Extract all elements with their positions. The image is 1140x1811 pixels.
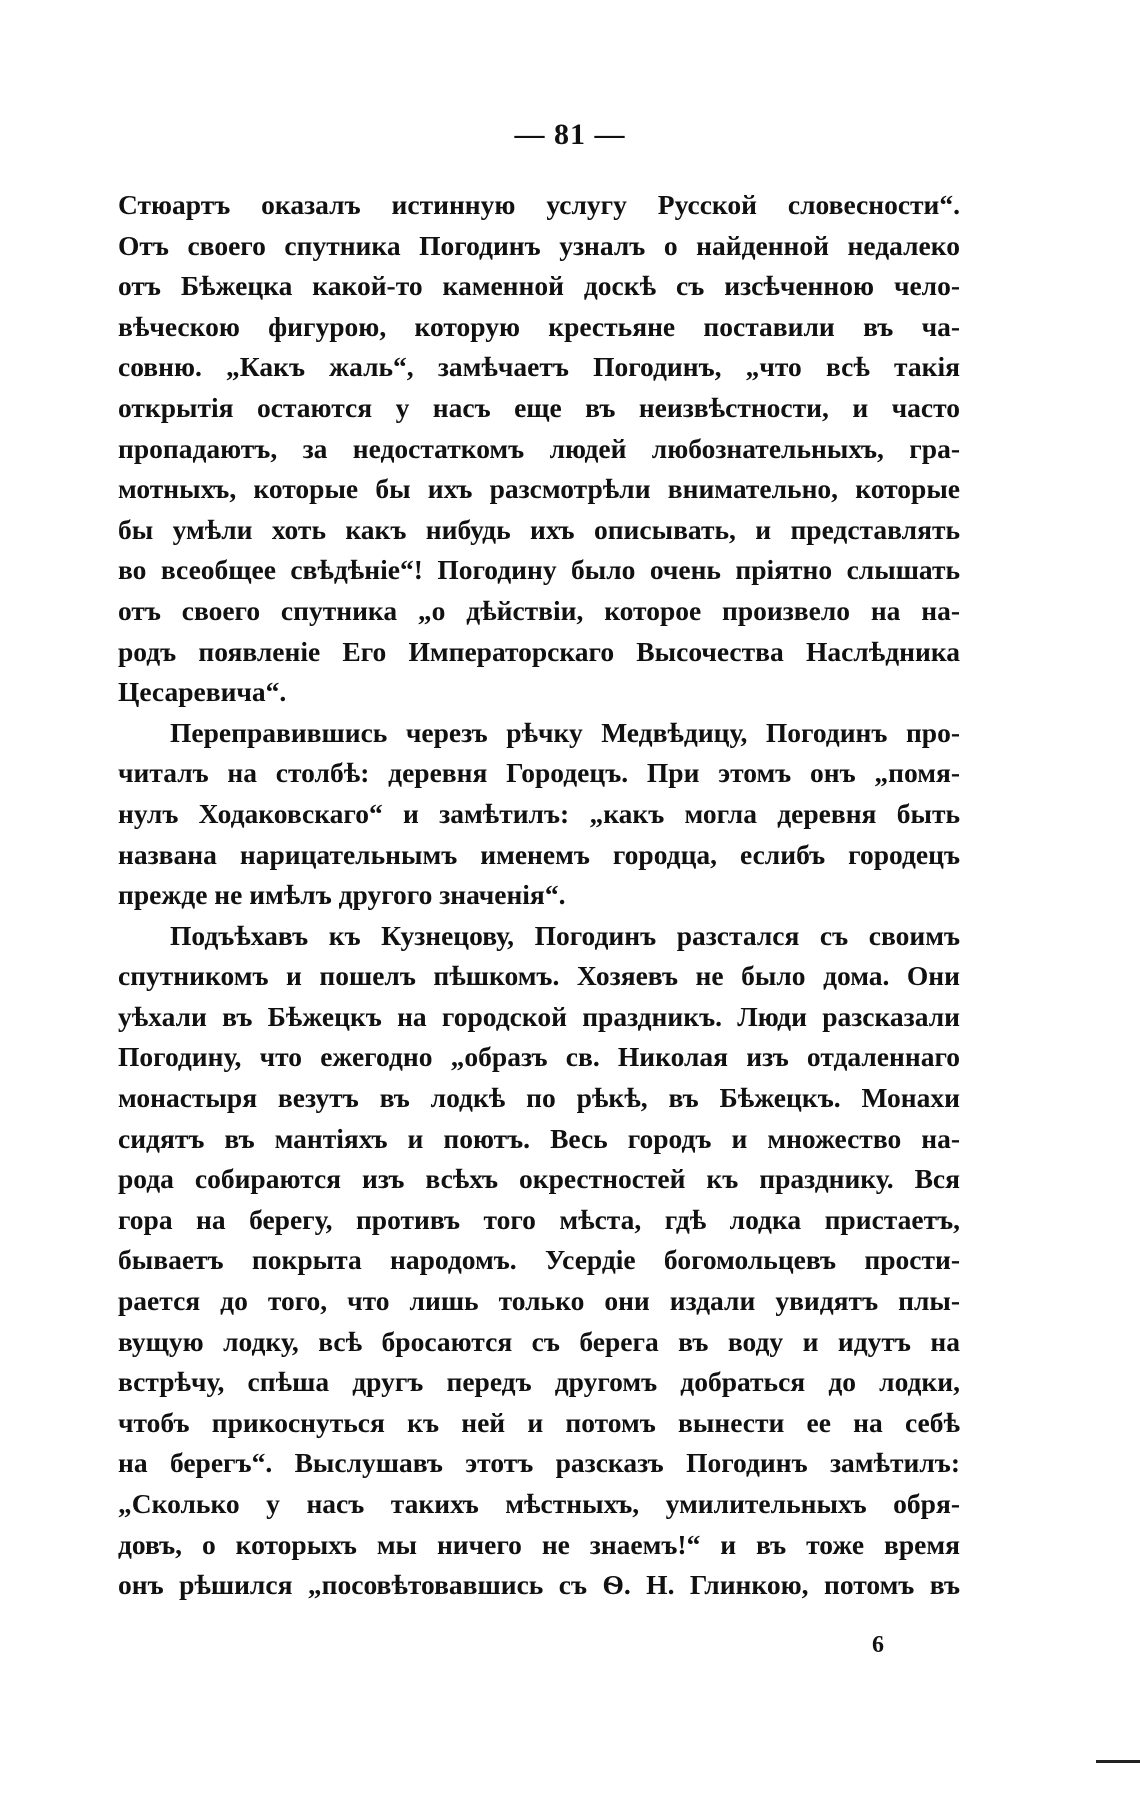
text-line: во всеобщее свѣдѣніе“! Погодину было очень пріятно слышать (118, 554, 960, 586)
text-line: „Сколько у насъ такихъ мѣстныхъ, умилительныхъ обря- (118, 1488, 960, 1519)
text-line: открытія остаются у насъ еще въ неизвѣстности, и часто (118, 391, 960, 423)
text-line: встрѣчу, спѣша другъ передъ другомъ добраться до лодки, (118, 1366, 960, 1398)
text-line: сидятъ въ мантіяхъ и поютъ. Весь городъ и множество на- (118, 1122, 960, 1154)
text-line: бываетъ покрыта народомъ. Усердіе богомольцевъ прости- (118, 1244, 960, 1276)
text-line: довъ, о которыхъ мы ничего не знаемъ!“ и въ тоже время (118, 1528, 960, 1560)
edge-mark (1096, 1760, 1140, 1763)
text-line: спутникомъ и пошелъ пѣшкомъ. Хозяевъ не было дома. Они (118, 960, 960, 992)
text-line: Погодину, что ежегодно „образъ св. Николая изъ отдаленнаго (118, 1041, 960, 1073)
text-line: уѣхали въ Бѣжецкъ на городской праздникъ. Люди разсказали (118, 1000, 960, 1032)
text-line: отъ своего спутника „о дѣйствіи, которое произвело на на- (118, 594, 960, 626)
text-line: пропадаютъ, за недостаткомъ людей любознательныхъ, гра- (118, 432, 960, 464)
text-line: совню. „Какъ жаль“, замѣчаетъ Погодинъ, „что всѣ такія (118, 351, 960, 383)
text-line: читалъ на столбѣ: деревня Городецъ. При этомъ онъ „помя- (118, 757, 960, 789)
text-line: рода собираются изъ всѣхъ окрестностей къ празднику. Вся (118, 1163, 960, 1195)
text-line: монастыря везутъ въ лодкѣ по рѣкѣ, въ Бѣжецкъ. Монахи (118, 1082, 960, 1114)
text-line: вущую лодку, всѣ бросаются съ берега въ воду и идутъ на (118, 1325, 960, 1357)
text-line: чтобъ прикоснуться къ ней и потомъ вынести ее на себѣ (118, 1406, 960, 1438)
text-line: гора на берегу, противъ того мѣста, гдѣ лодка пристаетъ, (118, 1203, 960, 1235)
text-line: вѣческою фигурою, которую крестьяне поставили въ ча- (118, 310, 960, 342)
text-line: Переправившись черезъ рѣчку Медвѣдицу, Погодинъ про- (170, 716, 960, 748)
text-line: нулъ Ходаковскаго“ и замѣтилъ: „какъ могла деревня быть (118, 797, 960, 829)
text-line: Подъѣхавъ къ Кузнецову, Погодинъ разстался съ своимъ (170, 919, 960, 951)
text-line: мотныхъ, которые бы ихъ разсмотрѣли внимательно, которые (118, 473, 960, 505)
text-line: бы умѣли хоть какъ нибудь ихъ описывать, и представлять (118, 513, 960, 545)
text-line: названа нарицательнымъ именемъ городца, еслибъ городецъ (118, 838, 960, 870)
text-line: Стюартъ оказалъ истинную услугу Русской словесности“. (118, 189, 960, 220)
body-text (118, 185, 960, 1606)
signature-mark: 6 (872, 1632, 884, 1658)
text-line: рается до того, что лишь только они издали увидятъ плы- (118, 1285, 960, 1317)
text-line: Отъ своего спутника Погодинъ узналъ о найденной недалеко (118, 229, 960, 261)
text-line: отъ Бѣжецка какой-то каменной доскѣ съ изсѣченною чело- (118, 270, 960, 302)
text-line: онъ рѣшился „посовѣтовавшись съ Ѳ. Н. Глинкою, потомъ въ (118, 1569, 960, 1601)
text-line: родъ появленіе Его Императорскаго Высочества Наслѣдника (118, 635, 960, 667)
page-number: — 81 — (514, 118, 626, 151)
text-line: на берегъ“. Выслушавъ этотъ разсказъ Погодинъ замѣтилъ: (118, 1447, 960, 1479)
text-line: Цесаревича“. (118, 676, 287, 708)
text-line: прежде не имѣлъ другого значенія“. (118, 879, 566, 911)
